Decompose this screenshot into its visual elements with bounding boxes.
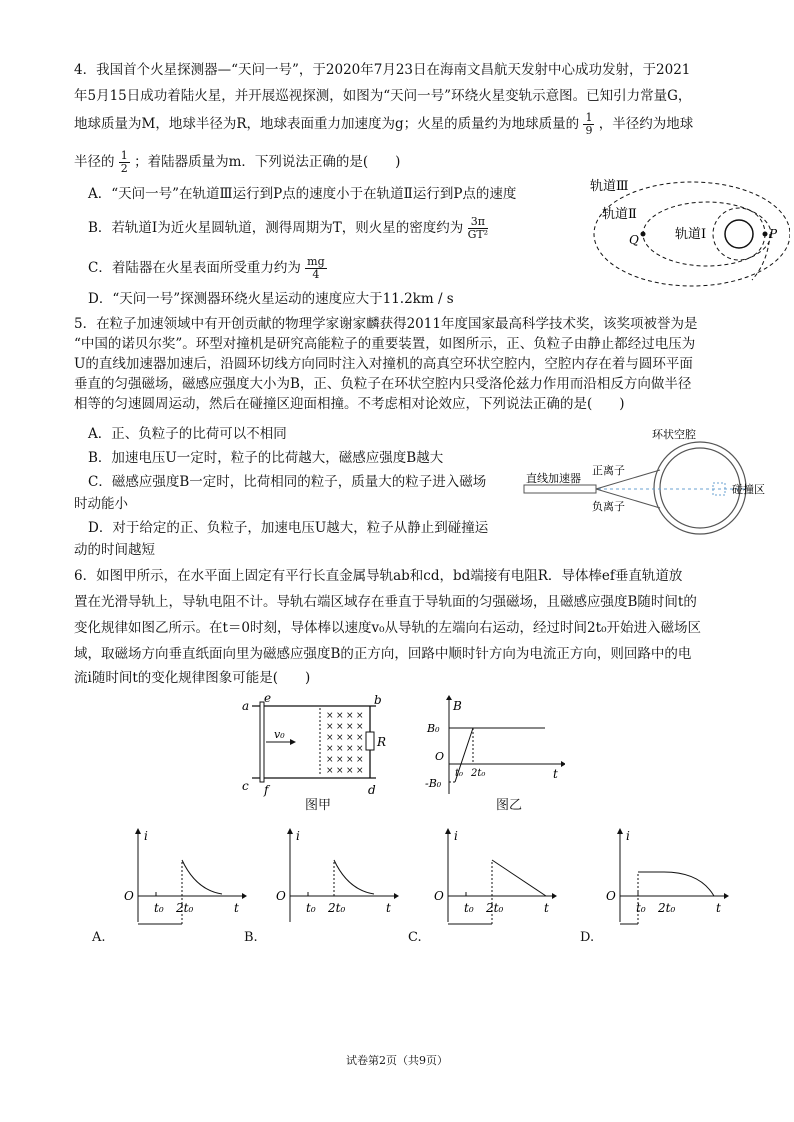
q4-option-d: D．“天问一号”探测器环绕火星运动的速度应大于11.2km / s xyxy=(88,291,454,307)
rod-ef xyxy=(260,702,264,782)
option-a-label: A. xyxy=(92,930,106,945)
t0-label: t₀ xyxy=(154,901,164,915)
field-cross: × xyxy=(336,766,344,776)
q-label: Q xyxy=(629,233,639,247)
field-cross: × xyxy=(346,722,354,732)
label-b-axis: B xyxy=(453,699,462,713)
q6-line-2: 置在光滑导轨上，导轨电阻不计。导轨右端区域存在垂直于导轨面的匀强磁场，且磁感应强度B随时间t的 xyxy=(74,594,697,610)
field-cross: × xyxy=(336,722,344,732)
field-cross: × xyxy=(346,711,354,721)
q5-option-c-cont: 时动能小 xyxy=(74,496,128,512)
field-cross: × xyxy=(326,766,334,776)
label-t: t xyxy=(553,767,558,781)
t-label: t xyxy=(544,901,549,915)
field-cross: × xyxy=(346,766,354,776)
collider-diagram xyxy=(520,428,770,538)
origin-label: O xyxy=(124,889,134,903)
label-2t0: 2t₀ xyxy=(471,768,486,779)
q4-line-2: 年5月15日成功着陆火星，并开展巡视探测，如图为“天问一号”环绕火星变轨示意图。已知引力常量G， xyxy=(74,88,692,104)
i-label: i xyxy=(454,829,458,843)
field-cross: × xyxy=(356,733,364,743)
label-a: a xyxy=(242,699,250,713)
label-c: c xyxy=(242,779,249,793)
q5-line-4: 垂直的匀强磁场，磁感应强度大小为B，正、负粒子在环状空腔内只受洛伦兹力作用而沿相反方向做半径 xyxy=(74,376,692,392)
field-cross: × xyxy=(326,744,334,754)
figure-yi xyxy=(425,694,565,814)
t-label: t xyxy=(234,901,239,915)
decay-curve xyxy=(334,860,374,894)
q4-line-4: 半径的 $\frac{1}{2}$ ；着陆器质量为m．下列说法正确的是( ) xyxy=(74,149,401,175)
field-cross: × xyxy=(336,711,344,721)
field-cross: × xyxy=(346,744,354,754)
q5-line-3: U的直线加速器加速后，沿圆环切线方向同时注入对撞机的高真空环状空腔内，空腔内存在着与圆环平面 xyxy=(74,356,693,372)
q4-option-a: A．“天问一号”在轨道Ⅲ运行到P点的速度小于在轨道Ⅱ运行到P点的速度 xyxy=(88,186,517,202)
field-cross: × xyxy=(356,755,364,765)
field-cross: × xyxy=(356,766,364,776)
q6-line-1: 6．如图甲所示，在水平面上固定有平行长直金属导轨ab和cd，bd端接有电阻R．导体棒ef垂直轨道放 xyxy=(74,568,683,584)
q6-line-4: 域，取磁场方向垂直纸面向里为磁感应强度B的正方向，回路中顺时针方向为电流正方向，则回路中的电 xyxy=(74,646,692,662)
q6-line-5: 流i随时间t的变化规律图象可能是( ) xyxy=(74,670,311,686)
q4-line-1: 4．我国首个火星探测器—“天问一号”，于2020年7月23日在海南文昌航天发射中心成功发射，于2021 xyxy=(74,62,691,78)
caption-yi: 图乙 xyxy=(496,798,523,813)
2t0-label: 2t₀ xyxy=(486,901,504,915)
graph-b xyxy=(270,826,400,926)
caption-jia: 图甲 xyxy=(305,798,332,813)
field-cross: × xyxy=(356,711,364,721)
resistor-r xyxy=(366,732,374,750)
label-neg-b0: -B₀ xyxy=(425,777,442,790)
label-origin: O xyxy=(435,750,445,763)
p-label: P xyxy=(769,227,778,241)
field-cross: × xyxy=(336,755,344,765)
label-r: R xyxy=(377,735,387,749)
2t0-label: 2t₀ xyxy=(658,901,676,915)
page-footer: 试卷第2页（共9页） xyxy=(346,1054,448,1067)
option-d-label: D. xyxy=(580,930,595,945)
t-label: t xyxy=(716,901,721,915)
origin-label: O xyxy=(276,889,286,903)
orbit-1-label: 轨道Ⅰ xyxy=(675,227,707,242)
fraction-density: $\frac{3\pi}{\text{GT²}}$ xyxy=(467,215,489,241)
2t0-label: 2t₀ xyxy=(328,901,346,915)
point-q xyxy=(641,232,646,237)
fraction-1-9: $\frac{1}{9}$ xyxy=(585,111,593,137)
q5-option-b: B．加速电压U一定时，粒子的比荷越大，磁感应强度B越大 xyxy=(88,450,444,466)
cavity-label: 环状空腔 xyxy=(652,428,696,441)
orbit-diagram xyxy=(580,172,790,292)
label-b0: B₀ xyxy=(427,722,440,735)
option-b-label: B. xyxy=(244,930,258,945)
graph-c xyxy=(428,826,558,926)
q5-line-5: 相等的匀速圆周运动，然后在碰撞区迎面相撞。不考虑相对论效应，下列说法正确的是( ) xyxy=(74,396,625,412)
t0-label: t₀ xyxy=(306,901,316,915)
t0-label: t₀ xyxy=(636,901,646,915)
label-b: b xyxy=(374,694,382,707)
option-c-label: C. xyxy=(408,930,422,945)
field-cross: × xyxy=(326,755,334,765)
fraction-gravity: $\frac{mg}{4}$ xyxy=(307,255,325,281)
label-e: e xyxy=(264,694,272,705)
q4-option-c: C．着陆器在火星表面所受重力约为 $\frac{mg}{4}$ xyxy=(88,255,325,281)
field-cross: × xyxy=(346,755,354,765)
i-label: i xyxy=(144,829,148,843)
fraction-1-2: $\frac{1}{2}$ xyxy=(120,149,128,175)
field-cross: × xyxy=(356,722,364,732)
t-label: t xyxy=(386,901,391,915)
field-cross: × xyxy=(326,733,334,743)
q5-option-a: A．正、负粒子的比荷可以不相同 xyxy=(88,426,287,442)
ring-inner xyxy=(660,448,740,528)
field-cross: × xyxy=(336,733,344,743)
point-p xyxy=(763,232,768,237)
orbit-3-label: 轨道Ⅲ xyxy=(590,179,629,194)
q5-option-d-cont: 动的时间越短 xyxy=(74,542,155,558)
t0-label: t₀ xyxy=(464,901,474,915)
label-v0: v₀ xyxy=(274,728,285,741)
q4-line-3: 地球质量为M，地球半径为R，地球表面重力加速度为g；火星的质量约为地球质量的 $\frac{1}{9}$ ，半径约为地球 xyxy=(74,111,694,137)
pos-ion-label: 正离子 xyxy=(592,464,625,477)
mars-circle xyxy=(725,220,753,248)
field-cross: × xyxy=(326,711,334,721)
i-label: i xyxy=(626,829,630,843)
linear-decay xyxy=(492,860,546,896)
q5-line-2: “中国的诺贝尔奖”。环型对撞机是研究高能粒子的重要装置，如图所示，正、负粒子由静止都经过电压为 xyxy=(74,336,696,352)
accelerator-label: 直线加速器 xyxy=(526,472,581,485)
field-cross: × xyxy=(356,744,364,754)
landing-path xyxy=(752,234,770,280)
label-f: f xyxy=(264,783,269,797)
field-cross: × xyxy=(336,744,344,754)
graph-d xyxy=(600,826,730,926)
neg-ion-label: 负离子 xyxy=(592,500,625,513)
i-label: i xyxy=(296,829,300,843)
origin-label: O xyxy=(434,889,444,903)
q6-line-3: 变化规律如图乙所示。在t＝0时刻，导体棒以速度v₀从导轨的左端向右运动，经过时间2t₀开始进入磁场区 xyxy=(74,620,701,636)
orbit-2-label: 轨道Ⅱ xyxy=(602,207,637,222)
2t0-label: 2t₀ xyxy=(176,901,194,915)
collision-label: 碰撞区 xyxy=(732,483,765,496)
origin-label: O xyxy=(606,889,616,903)
graph-a xyxy=(118,826,248,926)
q5-line-1: 5．在粒子加速领域中有开创贡献的物理学家谢家麟获得2011年度国家最高科学技术奖，该奖项被誉为是 xyxy=(74,316,698,332)
field-cross: × xyxy=(346,733,354,743)
q5-option-d: D．对于给定的正、负粒子，加速电压U越大，粒子从静止到碰撞运 xyxy=(88,520,489,536)
decay-curve xyxy=(182,860,222,894)
linear-accelerator xyxy=(524,485,596,493)
label-d: d xyxy=(368,783,376,797)
field-cross: × xyxy=(326,722,334,732)
q5-option-c: C．磁感应强度B一定时，比荷相同的粒子，质量大的粒子进入磁场 xyxy=(88,474,487,490)
plateau-curve xyxy=(638,872,714,896)
q4-option-b: B．若轨道Ⅰ为近火星圆轨道，测得周期为T，则火星的密度约为 $\frac{3\pi}{\text{GT²}}$ xyxy=(88,215,489,241)
label-t0: t₀ xyxy=(455,768,464,779)
